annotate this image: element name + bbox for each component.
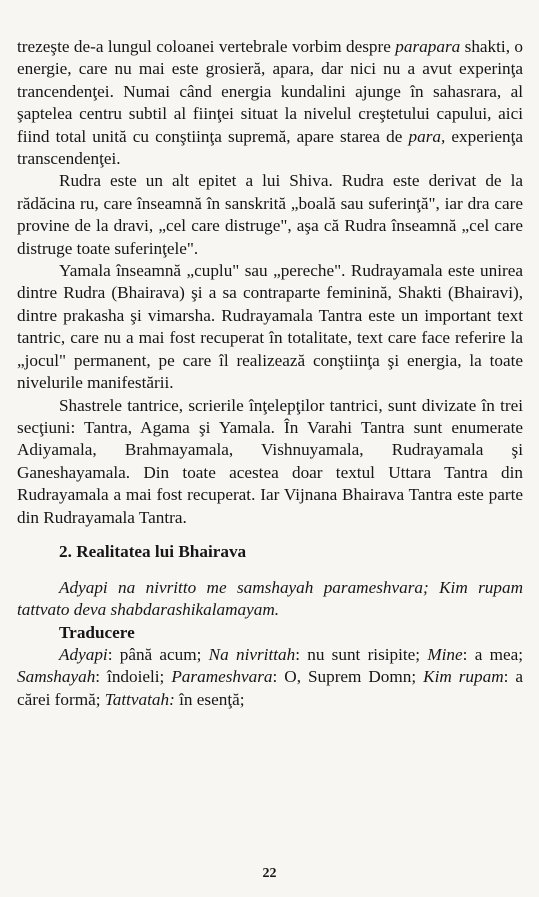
gloss: : O, Suprem Domn; <box>272 667 424 687</box>
text-run: shakti, o energie, care nu mai este grosieră, apara, dar nici nu a avut experinţa trancendenţei. Numai când energia kundalini ajunge în sahasrara, al şaptelea centru subtil al fiinţei situat la nivelul creştetului capului, aici fiind total unită cu conştiinţa supremă, apare starea de <box>17 37 523 146</box>
translation-text <box>17 644 523 711</box>
paragraph-rudra <box>17 170 523 260</box>
gloss: : nu sunt risipite; <box>295 644 428 664</box>
gloss: : până acum; <box>107 644 209 664</box>
italic-term: Tattvatah: <box>104 689 175 709</box>
italic-term: Adyapi <box>59 644 108 664</box>
italic-term: Parameshvara <box>171 667 273 687</box>
sanskrit-verse: Adyapi na nivritto me samshayah parameshvara; Kim rupam tattvato deva shabdarashikalamayam. <box>17 577 523 620</box>
text-run: trezeşte de-a lungul coloanei vertebrale vorbim despre <box>17 37 396 56</box>
section-heading: 2. Realitatea lui Bhairava <box>59 541 247 561</box>
page-number: 22 <box>262 866 277 881</box>
text-run: experienţa transcendenţei. <box>17 126 524 169</box>
text-run: Rudra este un alt epitet a lui Shiva. Rudra este derivat de la rădăcina ru, care înseamnă în sanskrită „boală sau suferinţă", iar dra care provine de la dravi, „cel care distruge", aşa că Rudra înseamnă „cel care distruge toate suferinţele". <box>17 171 523 258</box>
page-body <box>17 36 523 711</box>
text-run: Yamala înseamnă „cuplu" sau „pereche". Rudrayamala este unirea dintre Rudra (Bhairava) şi a sa contraparte feminină, Shakti (Bhairavi), dintre prakasha şi vimarsha. Rudrayamala Tantra este un important text tantric, care nu a mai fost recuperat în totalitate, text care face referire la „jocul" permanent, pe care îl realizează conştiinţa şi energia, la toate nivelurile manifestării. <box>17 261 523 393</box>
italic-term: Mine <box>427 644 463 664</box>
gloss: : a cărei formă; <box>17 667 524 709</box>
gloss: : a mea; <box>462 644 523 664</box>
paragraph-1 <box>17 36 523 170</box>
italic-term: Kim rupam <box>423 667 504 687</box>
paragraph-yamala <box>17 260 523 394</box>
paragraph-shastre <box>17 395 523 529</box>
italic-term: Samshayah <box>17 667 96 687</box>
italic-term: parapara <box>395 37 461 56</box>
gloss: : îndoieli; <box>95 667 172 687</box>
text-run: Shastrele tantrice, scrierile înţelepţilor tantrici, sunt divizate în trei secţiuni: Tantra, Agama şi Yamala. În Varahi Tantra sunt enumerate Adiyamala, Brahmayamala, Vishnuyamala, Rudrayamala şi Ganeshayamala. Din toate acestea doar textul Uttara Tantra din Rudrayamala a mai fost recuperat. Iar Vijnana Bhairava Tantra este parte din Rudrayamala Tantra. <box>17 395 523 527</box>
translation-heading: Traducere <box>59 622 135 642</box>
italic-term: Na nivrittah <box>208 644 296 664</box>
italic-term: para, <box>408 126 446 146</box>
gloss: în esenţă; <box>174 689 245 709</box>
